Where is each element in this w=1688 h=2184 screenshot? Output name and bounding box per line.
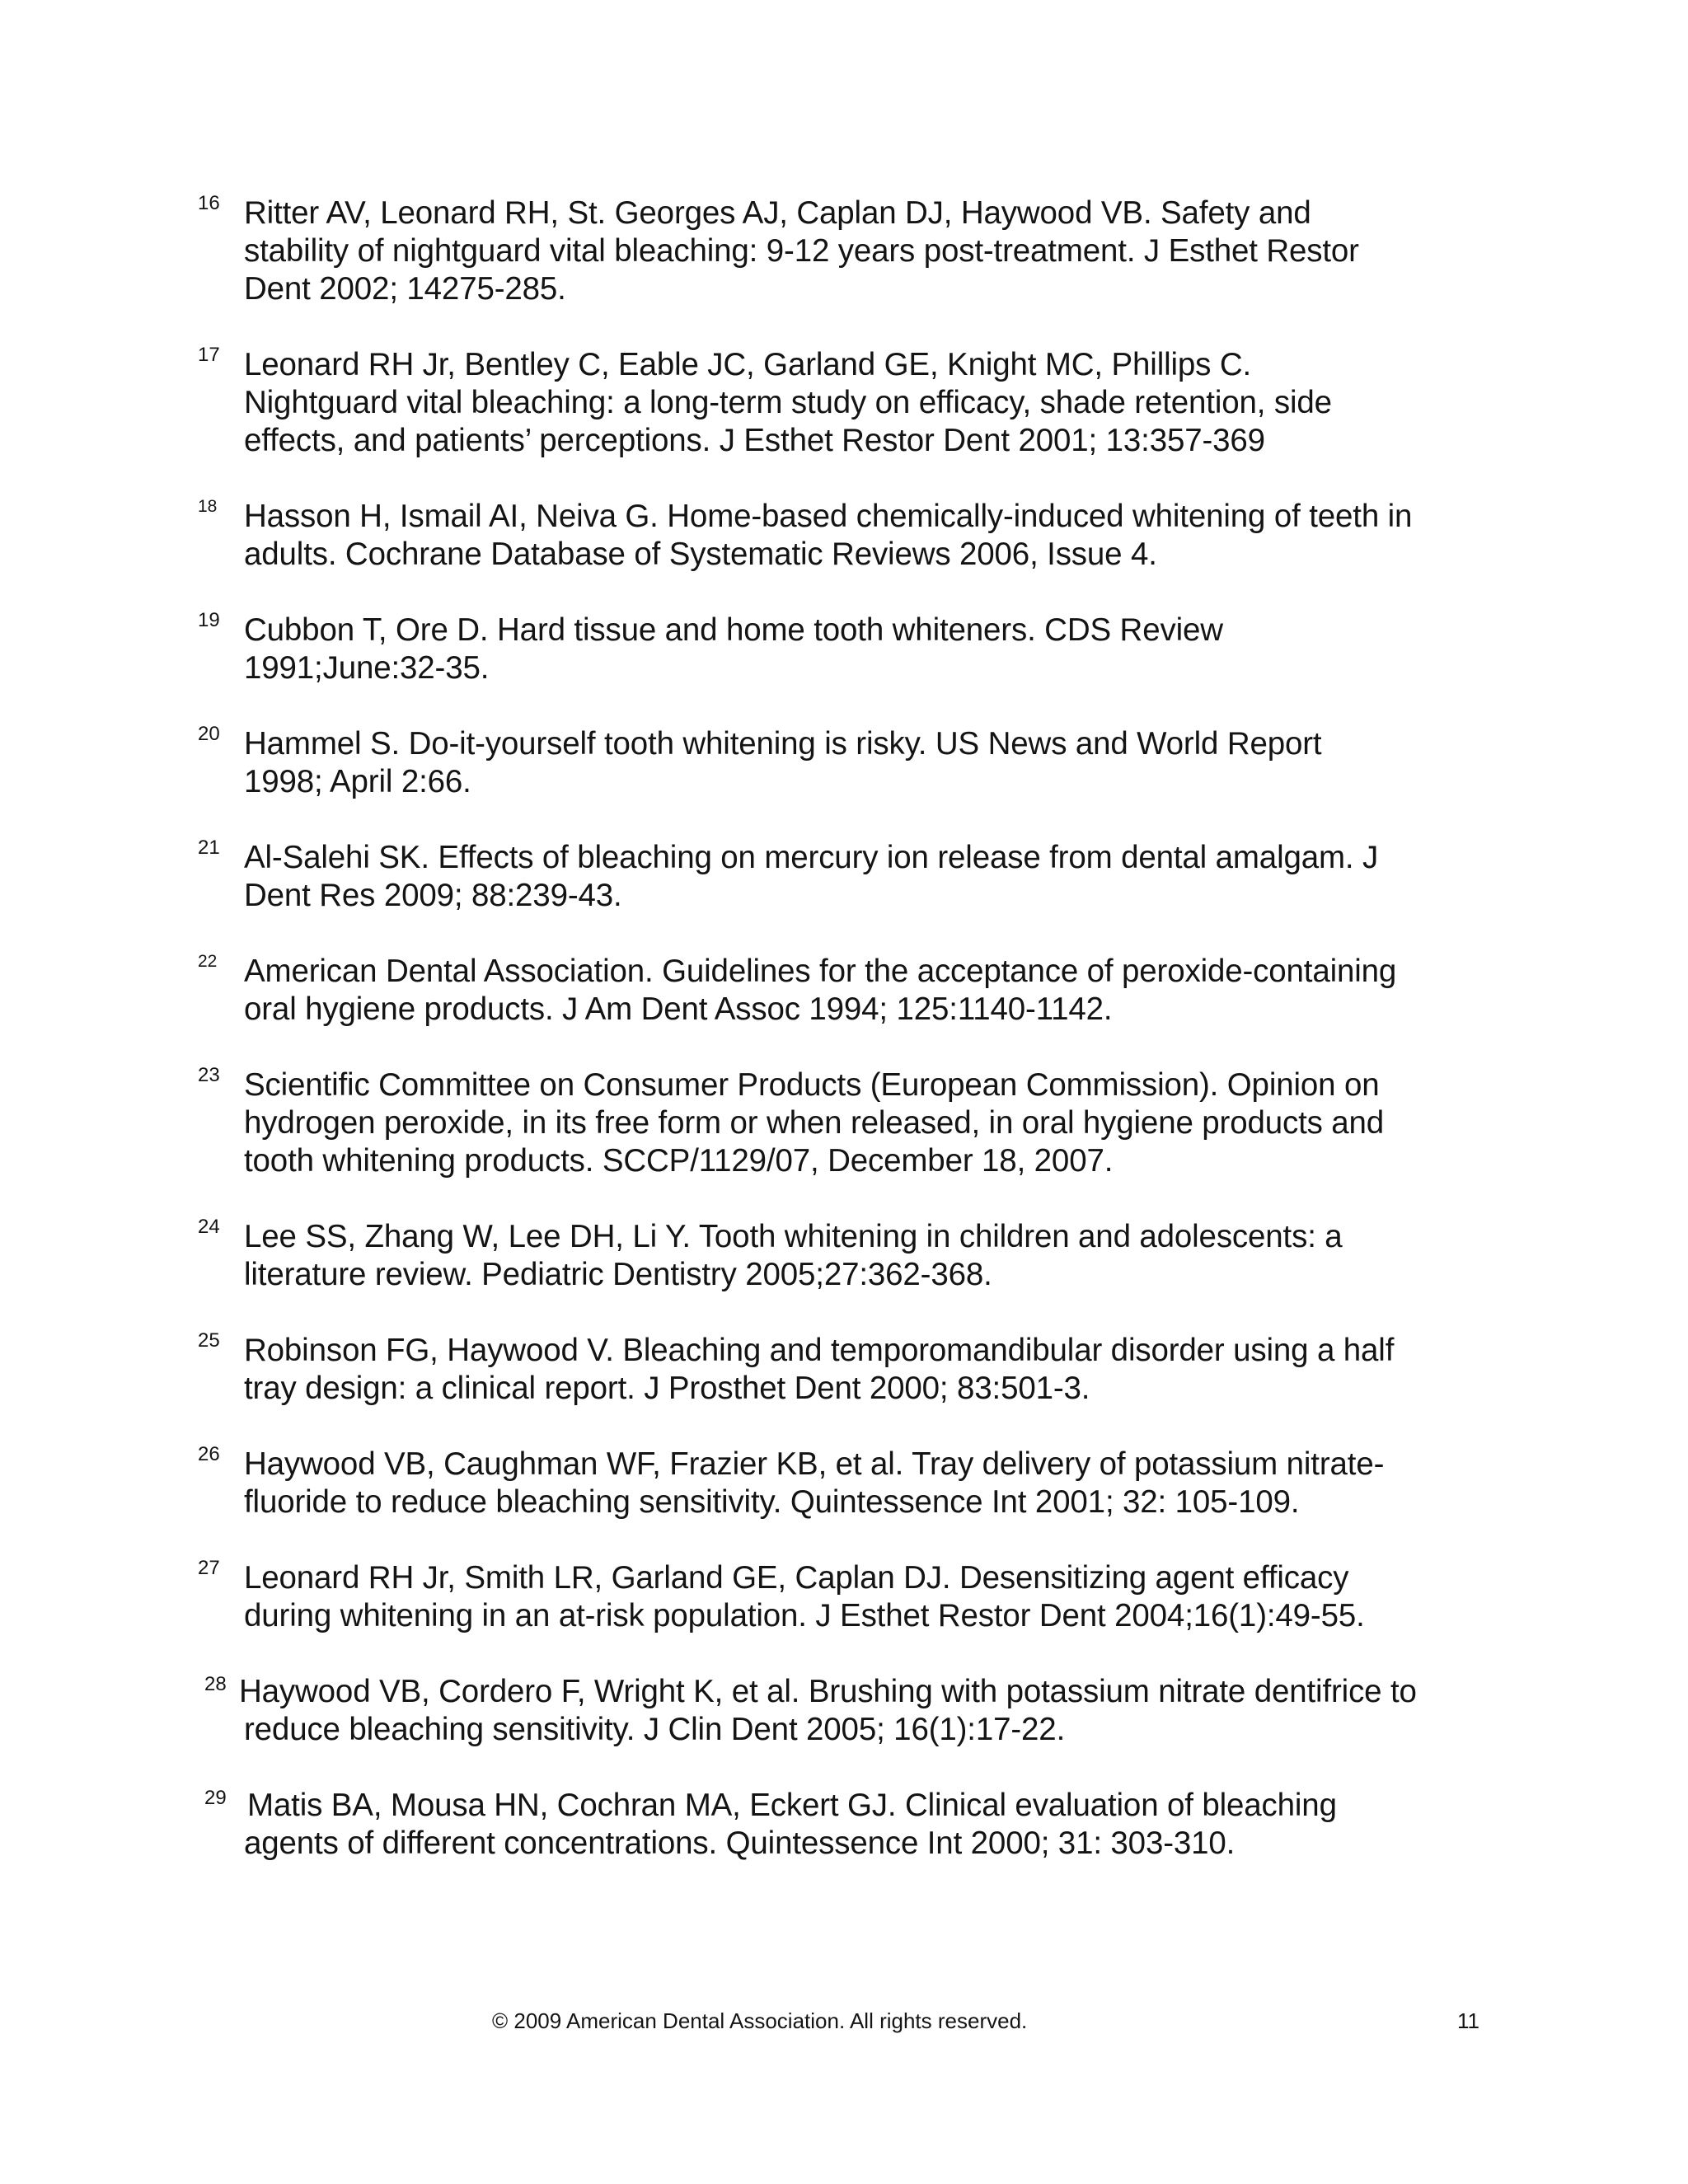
- reference-number: 25: [198, 1329, 220, 1352]
- reference-line: Haywood VB, Caughman WF, Frazier KB, et al. Tray delivery of potassium nitrate-: [244, 1446, 1385, 1482]
- reference-line: Hasson H, Ismail AI, Neiva G. Home-based chemically-induced whitening of teeth in: [244, 499, 1413, 534]
- page-number: 11: [1457, 2008, 1479, 2033]
- reference-line: literature review. Pediatric Dentistry 2005;27:362-368.: [244, 1257, 992, 1292]
- reference-item: [198, 609, 1497, 687]
- reference-line: Nightguard vital bleaching: a long-term study on efficacy, shade retention, side: [244, 385, 1332, 420]
- reference-line: reduce bleaching sensitivity. J Clin Dent 2005; 16(1):17-22.: [244, 1712, 1066, 1747]
- reference-line: Dent Res 2009; 88:239-43.: [244, 878, 622, 913]
- reference-item: [198, 1557, 1497, 1635]
- reference-item: [198, 497, 1497, 574]
- reference-line: effects, and patients’ perceptions. J Esthet Restor Dent 2001; 13:357-369: [244, 423, 1265, 458]
- reference-line: Al-Salehi SK. Effects of bleaching on mercury ion release from dental amalgam. J: [244, 840, 1379, 875]
- reference-number: 20: [198, 723, 220, 745]
- reference-line: agents of different concentrations. Quintessence Int 2000; 31: 303-310.: [244, 1825, 1236, 1861]
- reference-item: [198, 192, 1497, 308]
- reference-number: 24: [198, 1216, 220, 1238]
- reference-item: [204, 1787, 1497, 1863]
- reference-number: 17: [198, 344, 220, 366]
- reference-number: 26: [198, 1443, 220, 1465]
- reference-item: [198, 837, 1497, 915]
- reference-line: tray design: a clinical report. J Prosthet Dent 2000; 83:501-3.: [244, 1371, 1090, 1406]
- reference-item: [204, 1673, 1497, 1749]
- reference-line: 1991;June:32-35.: [244, 650, 490, 686]
- reference-number: 29: [204, 1787, 227, 1809]
- reference-number: 27: [198, 1557, 220, 1579]
- copyright-notice: © 2009 American Dental Association. All rights reserved.: [492, 2008, 1028, 2033]
- reference-list: [198, 192, 1497, 1900]
- reference-line: Scientific Committee on Consumer Products (European Commission). Opinion on: [244, 1067, 1380, 1103]
- reference-number: 23: [198, 1064, 220, 1086]
- reference-line: Leonard RH Jr, Bentley C, Eable JC, Garland GE, Knight MC, Phillips C.: [244, 347, 1252, 382]
- reference-number: 18: [198, 497, 218, 516]
- reference-item: [198, 344, 1497, 460]
- reference-item: [198, 723, 1497, 801]
- reference-line: Matis BA, Mousa HN, Cochran MA, Eckert GJ. Clinical evaluation of bleaching: [247, 1788, 1337, 1823]
- reference-line: Ritter AV, Leonard RH, St. Georges AJ, Caplan DJ, Haywood VB. Safety and: [244, 195, 1311, 231]
- reference-line: tooth whitening products. SCCP/1129/07, December 18, 2007.: [244, 1143, 1114, 1179]
- reference-line: Leonard RH Jr, Smith LR, Garland GE, Caplan DJ. Desensitizing agent efficacy: [244, 1560, 1349, 1596]
- reference-number: 21: [198, 837, 220, 859]
- reference-line: stability of nightguard vital bleaching: 9-12 years post-treatment. J Esthet Restor: [244, 233, 1359, 269]
- reference-line: Lee SS, Zhang W, Lee DH, Li Y. Tooth whitening in children and adolescents: a: [244, 1219, 1343, 1254]
- reference-item: [198, 1064, 1497, 1180]
- reference-line: Robinson FG, Haywood V. Bleaching and temporomandibular disorder using a half: [244, 1333, 1395, 1368]
- reference-line: during whitening in an at-risk population. J Esthet Restor Dent 2004;16(1):49-55.: [244, 1598, 1365, 1633]
- reference-item: [198, 1216, 1497, 1294]
- reference-line: American Dental Association. Guidelines for the acceptance of peroxide-containing: [244, 954, 1397, 989]
- reference-line: adults. Cochrane Database of Systematic Reviews 2006, Issue 4.: [244, 537, 1157, 572]
- reference-line: Cubbon T, Ore D. Hard tissue and home tooth whiteners. CDS Review: [244, 612, 1223, 648]
- reference-line: oral hygiene products. J Am Dent Assoc 1994; 125:1140-1142.: [244, 991, 1113, 1027]
- reference-item: [198, 952, 1497, 1029]
- reference-line: Dent 2002; 14275-285.: [244, 271, 566, 307]
- reference-line: Hammel S. Do-it-yourself tooth whitening is risky. US News and World Report: [244, 726, 1322, 762]
- reference-number: 19: [198, 609, 220, 631]
- reference-item: [198, 1443, 1497, 1521]
- reference-number: 16: [198, 192, 220, 214]
- reference-line: hydrogen peroxide, in its free form or when released, in oral hygiene products and: [244, 1105, 1385, 1141]
- reference-line: Haywood VB, Cordero F, Wright K, et al. Brushing with potassium nitrate dentifrice to: [239, 1674, 1417, 1709]
- reference-line: 1998; April 2:66.: [244, 764, 471, 799]
- reference-number: 22: [198, 952, 218, 971]
- reference-item: [198, 1329, 1497, 1408]
- reference-line: fluoride to reduce bleaching sensitivity. Quintessence Int 2001; 32: 105-109.: [244, 1484, 1300, 1520]
- reference-number: 28: [204, 1673, 227, 1695]
- page-footer: [0, 2008, 1688, 2034]
